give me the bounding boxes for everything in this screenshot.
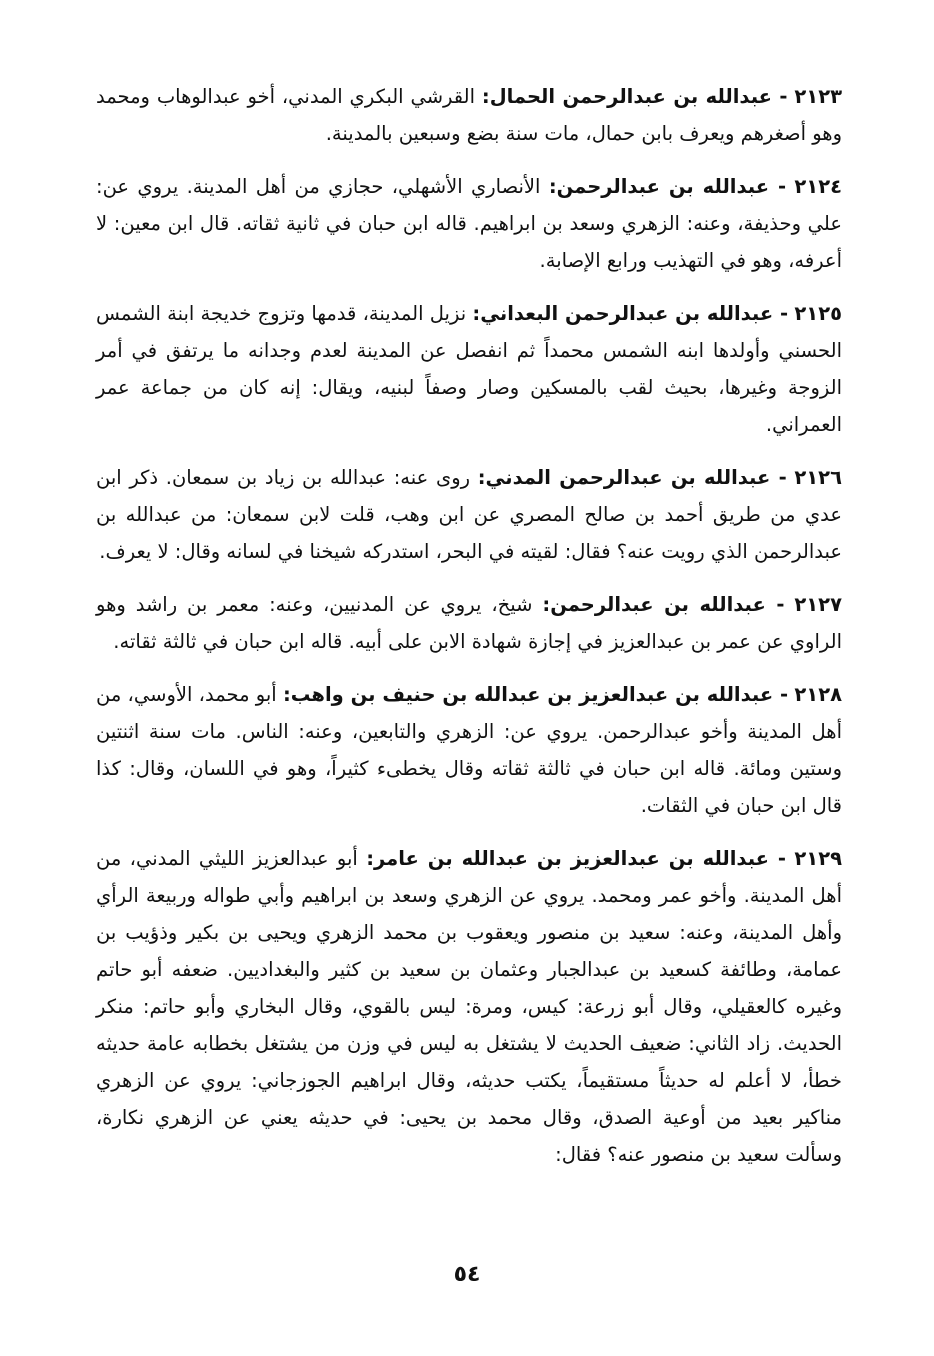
entry-text: روى عنه: عبدالله بن زياد بن سمعان. ذكر ابن عدي من طريق أحمد بن صالح المصري عن ابن وهب، قلت لابن سمعان: من عبدالله بن عبدالرحمن الذي رويت عنه؟ فقال: لقيته في البحر، استدركه شيخنا في لسانه وقال: لا يعرف. bbox=[96, 466, 842, 563]
entry-number: ٢١٢٩ bbox=[794, 847, 842, 870]
entry-text: نزيل المدينة، قدمها وتزوج خديجة ابنة الشمس الحسني وأولدها ابنه الشمس محمداً ثم انفصل عن المدينة لعدم وجدانه ما يرتفق في أمر الزوجة وغيرها، بحيث لقب بالمسكين وصار وصفاً لبنيه، ويقال: إنه كان من جماعة عمر العمراني. bbox=[96, 302, 842, 436]
entry-name: عبدالله بن عبدالعزيز بن عبدالله بن حنيف بن واهب: bbox=[282, 683, 774, 706]
entry-name: عبدالله بن عبدالرحمن: bbox=[542, 593, 766, 616]
entry-text: أبو محمد، الأوسي، من أهل المدينة وأخو عبدالرحمن. يروي عن: الزهري والتابعين، وعنه: الناس. مات سنة اثنتين وستين ومائة. قاله ابن حبان في ثالثة ثقاته وقال يخطىء كثيراً، وهو في اللسان، وقال: كذا قال ابن حبان في الثقات. bbox=[96, 683, 842, 817]
entry-text: الأنصاري الأشهلي، حجازي من أهل المدينة. يروي عن: علي وحذيفة، وعنه: الزهري وسعد بن ابراهيم. قاله ابن حبان في ثانية ثقاته. قال ابن معين: لا أعرفه، وهو في التهذيب ورابع الإصابة. bbox=[96, 175, 842, 272]
entry-number: ٢١٢٣ bbox=[794, 85, 842, 108]
entry-number: ٢١٢٨ bbox=[794, 683, 842, 706]
entry-2129 bbox=[96, 840, 842, 1173]
entry-2124 bbox=[96, 168, 842, 279]
entry-name: عبدالله بن عبدالرحمن: bbox=[548, 175, 770, 198]
entry-dash: - bbox=[771, 85, 788, 108]
entry-number: ٢١٢٥ bbox=[794, 302, 843, 325]
entry-number: ٢١٢٤ bbox=[794, 175, 843, 198]
entry-text: شيخ، يروي عن المدنيين، وعنه: معمر بن راشد وهو الراوي عن عمر بن عبدالعزيز في إجازة شهادة الابن على أبيه. قاله ابن حبان في ثالثة ثقاته. bbox=[96, 593, 842, 653]
entry-dash: - bbox=[770, 466, 787, 489]
entry-2128 bbox=[96, 676, 842, 824]
entry-text: القرشي البكري المدني، أخو عبدالوهاب ومحمد وهو أصغرهم ويعرف بابن حمال، مات سنة بضع وسبعين بالمدينة. bbox=[96, 85, 842, 145]
entry-dash: - bbox=[773, 302, 789, 325]
entry-dash: - bbox=[768, 847, 787, 870]
entry-name: عبدالله بن عبدالرحمن المدني: bbox=[477, 466, 771, 489]
entry-text: أبو عبدالعزيز الليثي المدني، من أهل المدينة. وأخو عمر ومحمد. يروي عن الزهري وسعد بن ابراهيم وأبي طواله وربيعة الرأي وأهل المدينة، وعنه: سعيد بن منصور ويعقوب بن محمد الزهري ويحيى بن بكير وذؤيب بن عمامة، وطائفة كسعيد بن عبدالجبار وعثمان بن سعيد بن كثير والبغداديين. ضعفه أبو حاتم وغيره كالعقيلي، وقال أبو زرعة: كيس، ومرة: ليس بالقوي، وقال البخاري وأبو حاتم: منكر الحديث. زاد الثاني: ضعيف الحديث لا يشتغل به ليس في وزن من يشتغل بخطابه عامة حديثه خطأ، لا أعلم له حديثاً مستقيماً، يكتب حديثه، وقال ابراهيم الجوزجاني: يروي عن الزهري مناكير بعيد من أوعية الصدق، وقال محمد بن يحيى: في حديثه يعني عن الزهري نكارة، وسألت سعيد بن منصور عنه؟ فقال: bbox=[96, 847, 842, 1166]
entry-name: عبدالله بن عبدالعزيز بن عبدالله بن عامر: bbox=[366, 847, 769, 870]
entry-name: عبدالله بن عبدالرحمن البعداني: bbox=[472, 302, 774, 325]
entry-dash: - bbox=[765, 593, 785, 616]
entry-2126 bbox=[96, 459, 842, 570]
entry-2125 bbox=[96, 295, 842, 443]
entry-dash: - bbox=[769, 175, 787, 198]
page-number: ٥٤ bbox=[453, 1262, 481, 1287]
entry-name: عبدالله بن عبدالرحمن الحمال: bbox=[481, 85, 772, 108]
entry-number: ٢١٢٦ bbox=[794, 466, 842, 489]
entry-number: ٢١٢٧ bbox=[794, 593, 842, 616]
entry-2127 bbox=[96, 586, 842, 660]
page-body bbox=[96, 78, 842, 1189]
entry-2123 bbox=[96, 78, 842, 152]
entry-dash: - bbox=[773, 683, 789, 706]
